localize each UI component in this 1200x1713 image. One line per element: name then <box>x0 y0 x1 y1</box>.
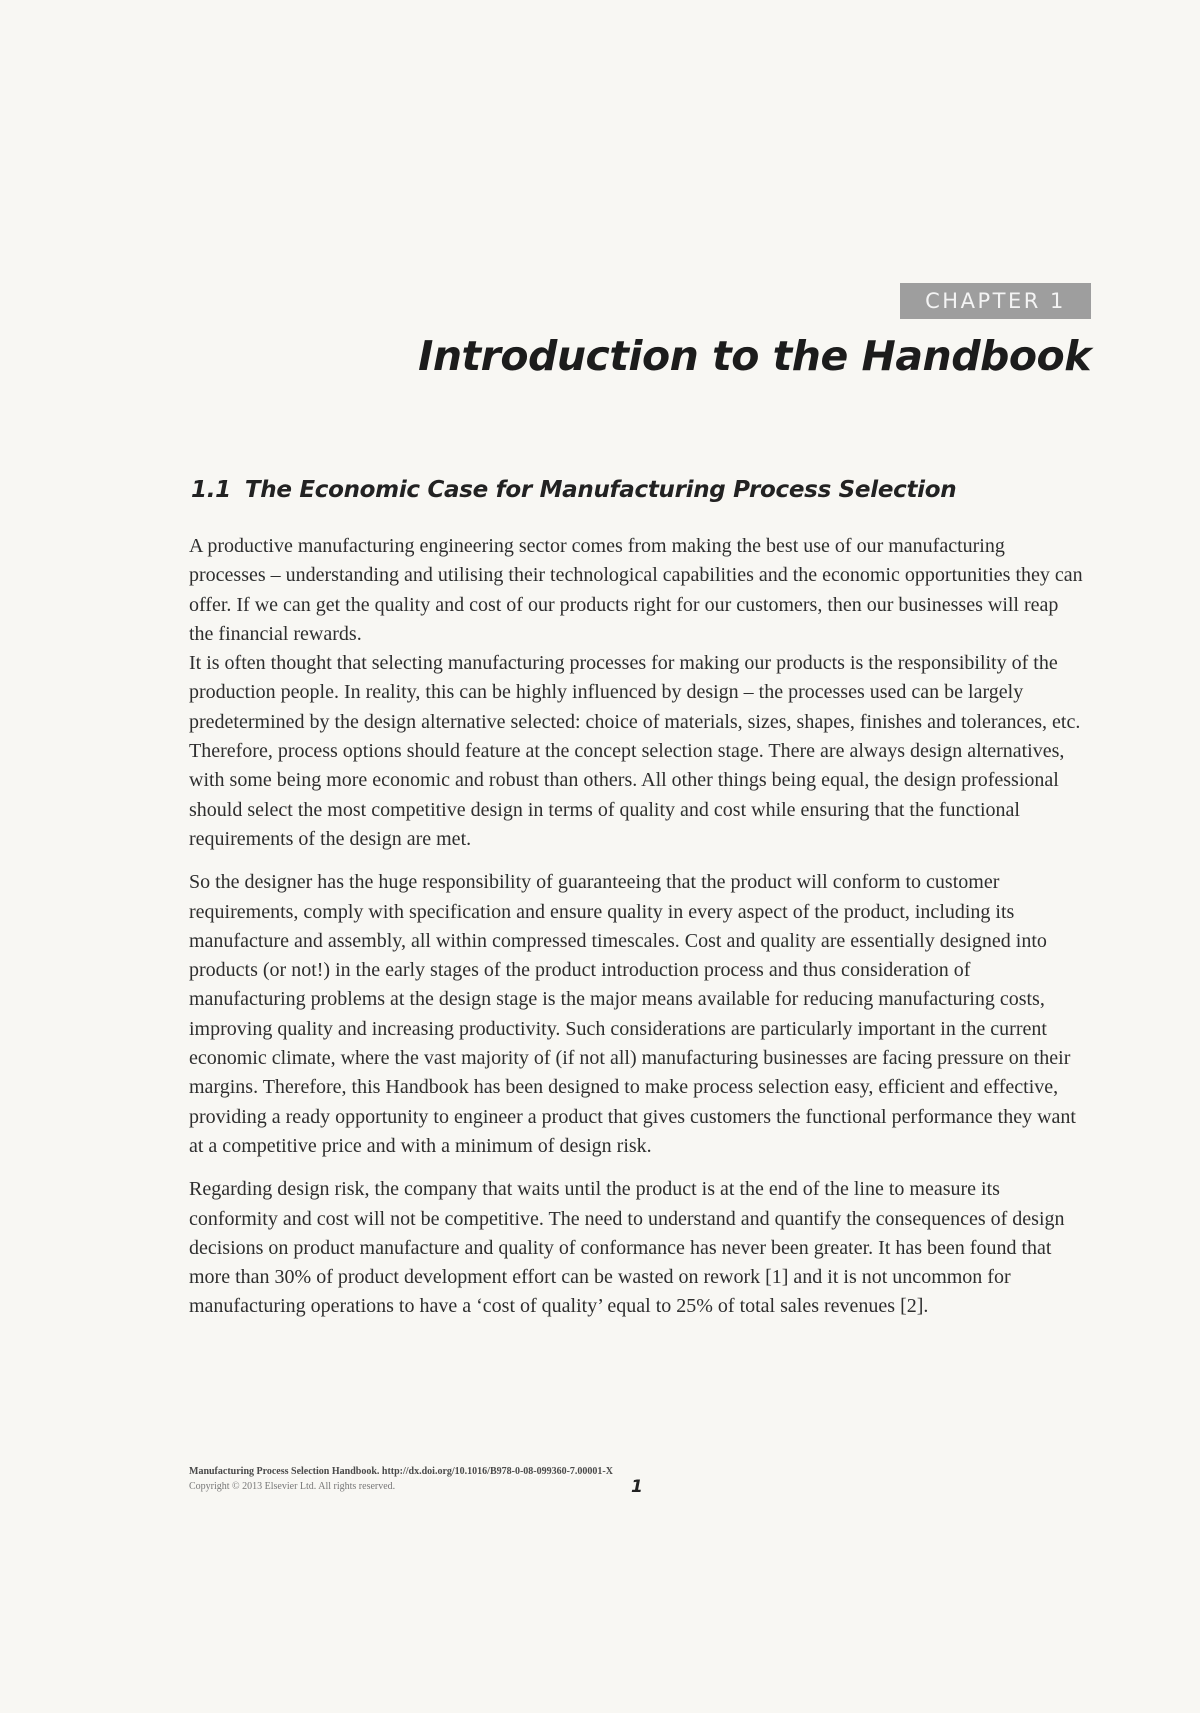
copyright-notice: Copyright © 2013 Elsevier Ltd. All rights reserved. <box>189 1481 396 1492</box>
chapter-label: CHAPTER 1 <box>900 283 1091 319</box>
paragraph: It is often thought that selecting manufacturing processes for making our products is the responsibility of the production people. In reality, this can be highly influenced by design – the processes used can be largely predetermined by the design alternative selected: choice of materials, sizes, shapes, finishes and tolerances, etc. Therefore, process options should feature at the concept selection stage. There are always design alternatives, with some being more economic and robust than others. All other things being equal, the design professional should select the most competitive design in terms of quality and cost while ensuring that the functional requirements of the design are met. <box>189 652 1081 850</box>
paragraph: A productive manufacturing engineering sector comes from making the best use of our manufacturing processes – understanding and utilising their technological capabilities and the economic opportunities they can offer. If we can get the quality and cost of our products right for our customers, then our businesses will reap the financial rewards. <box>189 535 1083 645</box>
section-number: 1.1 <box>191 477 231 503</box>
paragraph: Regarding design risk, the company that waits until the product is at the end of the line to measure its conformity and cost will not be competitive. The need to understand and quantify the consequences of design decisions on product manufacture and quality of conformance has never been greater. It has been found that more than 30% of product development effort can be wasted on rework [1] and it is not uncommon for manufacturing operations to have a ‘cost of quality’ equal to 25% of total sales revenues [2]. <box>189 1178 1065 1318</box>
section-title: The Economic Case for Manufacturing Process Selection <box>244 477 957 503</box>
paragraph: So the designer has the huge responsibility of guaranteeing that the product will conform to customer requirements, comply with specification and ensure quality in every aspect of the product, including its manufacture and assembly, all within compressed timescales. Cost and quality are essentially designed into products (or not!) in the early stages of the product introduction process and thus consideration of manufacturing problems at the design stage is the major means available for reducing manufacturing costs, improving quality and increasing productivity. Such considerations are particularly important in the current economic climate, where the vast majority of (if not all) manufacturing businesses are facing pressure on their margins. Therefore, this Handbook has been designed to make process selection easy, efficient and effective, providing a ready opportunity to engineer a product that gives customers the functional performance they want at a competitive price and with a minimum of design risk. <box>189 871 1076 1157</box>
page-number: 1 <box>631 1477 643 1497</box>
body-text <box>189 532 1085 1322</box>
doi-reference: Manufacturing Process Selection Handbook. http://dx.doi.org/10.1016/B978-0-08-099360-7.00001-X <box>189 1466 613 1477</box>
section-heading <box>191 477 956 503</box>
chapter-title: Introduction to the Handbook <box>418 332 1091 380</box>
page-footer <box>189 1464 889 1494</box>
